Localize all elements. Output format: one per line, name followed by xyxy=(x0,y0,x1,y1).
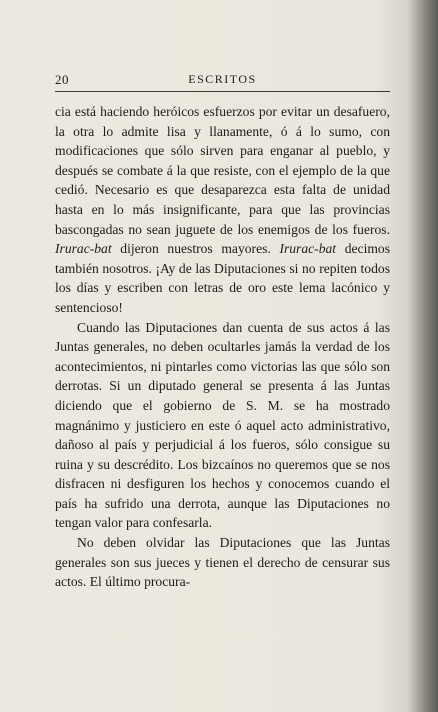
paragraph-text: cia está haciendo heróicos esfuerzos por evitar un desafuero, la otra lo admite lisa y llanamente, ó á lo sumo, con modificaciones que sólo sirven para enganar al pueblo, y después se combate á la que resiste, con el ejemplo de la que cedió. Necesario es que desaparezca esta falta de unidad hasta en lo más insignificante, para que las provincias bascongadas no sean juguete de los enemigos de los fueros. xyxy=(55,104,390,237)
page-header xyxy=(55,72,390,90)
italic-motto: Irurac-bat xyxy=(55,241,112,257)
paragraph-2 xyxy=(55,318,390,534)
paragraph-1 xyxy=(55,102,390,318)
paragraph-text: dijeron nuestros mayores. xyxy=(111,241,280,257)
paragraph-text: No deben olvidar las Diputaciones que las Juntas generales son sus jueces y tienen el derecho de censurar sus actos. El último procura- xyxy=(55,535,390,590)
page-number: 20 xyxy=(55,72,69,87)
paragraph-text: decimos también nosotros. ¡Ay de las Diputaciones si no repiten todos los días y escriben con letras de oro este lema lacónico y sentencioso! xyxy=(55,241,391,315)
running-head: ESCRITOS xyxy=(188,72,257,86)
paragraph-text: Cuando las Diputaciones dan cuenta de sus actos á las Juntas generales, no deben ocultarles jamás la verdad de los acontecimientos, ni pintarles como victorias las que sólo son derrotas. Si un diputado general se presenta á las Juntas diciendo que el gobierno de S. M. se ha mostrado magnánimo y justiciero en este ó aquel acto administrativo, dañoso al país y perjudicial á los fueros, sólo consigue su ruina y su descrédito. Los bizcaínos no queremos que se nos disfracen ni desfiguren los hechos y conocemos cuando el país ha sufrido una derrota, aunque las Diputaciones no tengan valor para confesarla. xyxy=(55,319,390,531)
italic-motto: Irurac-bat xyxy=(279,241,337,257)
body-text xyxy=(55,102,390,592)
paragraph-3 xyxy=(55,533,390,592)
header-rule xyxy=(55,91,390,92)
